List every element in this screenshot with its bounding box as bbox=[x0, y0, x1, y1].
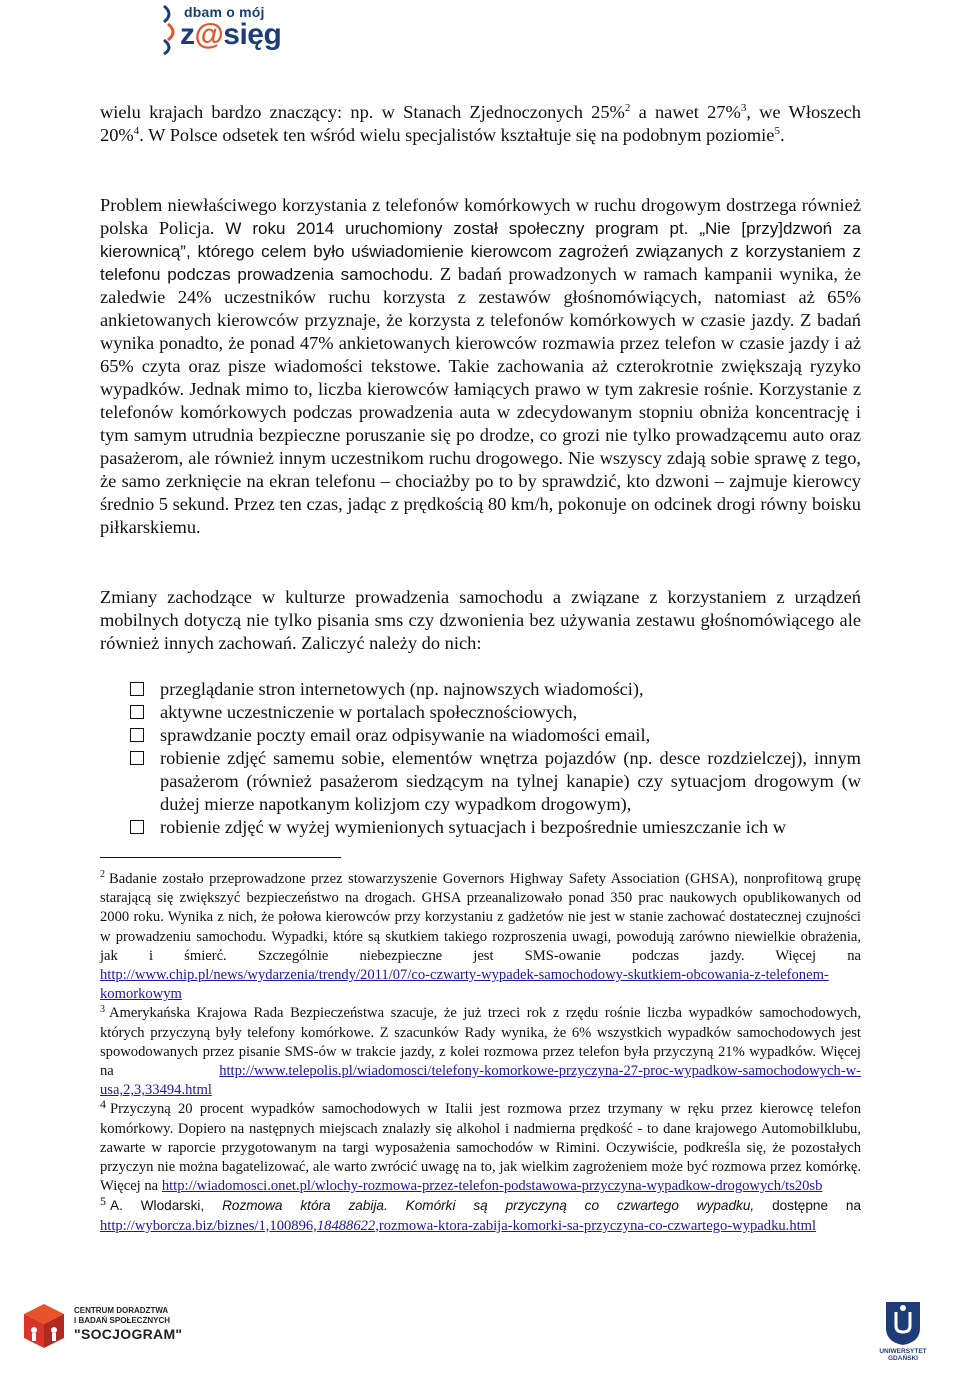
paragraph-2-lead: Problem niewłaściwego korzystania z telefonów komórkowych w ruchu drogowym dostrzega również polska Policja. bbox=[100, 195, 861, 238]
footnote-ref-3[interactable]: 3 bbox=[740, 101, 747, 114]
checkbox-square-icon bbox=[130, 728, 144, 742]
list-item: sprawdzanie poczty email oraz odpisywanie na wiadomości email, bbox=[100, 724, 861, 747]
paragraph-2 bbox=[100, 194, 861, 539]
checkbox-square-icon bbox=[130, 705, 144, 719]
footnote-ref-2[interactable]: 2 bbox=[624, 101, 631, 114]
footnote-3: $^3$ Amerykańska Krajowa Rada Bezpieczeństwa szacuje, że już trzeci rok z rzędu rośnie liczba wypadków samochodowych, których przyczyną były telefony komórkowe. Z szacunków Rady wynika, że 6% wszystkich wypadków samochodowych jest spowodowanych przez pisanie SMS-ów w trakcie jazdy, z kolei rozmowa przez telefon była przyczyną 21% wypadków. Więcej na http://www.telepolis.pl/wiadomosci/telefony-komorkowe-przyczyna-27-proc-wypadkow-samochodowych-w-usa,2,3,33494.html bbox=[100, 1003, 861, 1099]
university-crest-icon bbox=[882, 1298, 924, 1346]
footnote-4-link[interactable]: http://wiadomosci.onet.pl/wlochy-rozmowa-przez-telefon-podstawowa-przyczyna-wypadkow-drogowych/ts20sb bbox=[161, 1178, 823, 1195]
footnote-2-link[interactable]: http://www.chip.pl/news/wydarzenia/trendy/2011/07/co-czwarty-wypadek-samochodowy-skutkiem-obcowania-z-telefonem-komorkowym bbox=[100, 967, 829, 1003]
behaviour-list bbox=[100, 678, 861, 839]
checkbox-square-icon bbox=[130, 820, 144, 834]
footnote-ref-5[interactable]: 5 bbox=[774, 124, 780, 137]
paragraph-1: wielu krajach bardzo znaczący: np. w Stanach Zjednoczonych 25%$^2$ a nawet 27%$^3$, we Włoszech 20%$^4$. W Polsce odsetek ten wśród wielu specjalistów kształtuje się na podobnym poziomie$^5$. bbox=[100, 101, 861, 145]
footnotes bbox=[100, 870, 861, 1236]
logo-waves-icon bbox=[160, 0, 182, 56]
checkbox-square-icon bbox=[130, 751, 144, 765]
checkbox-square-icon bbox=[130, 682, 144, 696]
paragraph-2-body: Z badań prowadzonych w ramach kampanii wynika, że zaledwie 24% uczestników ruchu korzysta z zestawów głośnomówiących, natomiast aż 65% ankietowanych kierowców przyznaje, że korzysta z telefonów komórkowych w czasie jazdy. Z badań wynika ponadto, że ponad 47% ankietowanych kierowców rozmawia przez telefon w czasie jazdy i aż 65% czyta oraz pisze wiadomości tekstowe. Takie zachowania aż czterokrotnie zwiększają ryzyko wypadków. Jednak mimo to, liczba kierowców łamiących prawo w tym zakresie rośnie. Korzystanie z telefonów komórkowych podczas prowadzenia auta w zdecydowanym stopniu obniża koncentrację i tym samym utrudnia bezpieczne poruszanie się po drodze, co grozi nie tylko prowadzącemu auto oraz pasażerom, ale również innym uczestnikom ruchu drogowego. Nie wszyscy zdają sobie sprawę z tego, że samo zerknięcie na ekran telefonu – chociażby po to by sprawdzić, kto dzwoni – zajmuje kierowcy średnio 5 sekund. Przez ten czas, jadąc z prędkością 80 km/h, pokonuje on odcinek drogi równy boisku piłkarskiemu. bbox=[100, 264, 861, 537]
socjogram-cube-icon bbox=[22, 1302, 66, 1350]
paragraph-2-program: W roku 2014 uruchomiony został społeczny program pt. „Nie [przy]dzwoń za kierownicą”, którego celem było uświadomienie kierowcom zagrożeń związanych z korzystaniem z telefonu podczas prowadzenia samochodu. bbox=[100, 219, 861, 284]
footnote-separator bbox=[100, 857, 341, 858]
socjogram-logo: CENTRUM DORADZTWA I BADAŃ SPOŁECZNYCH "SOCJOGRAM" bbox=[22, 1300, 192, 1354]
logo-line2: z@sięg bbox=[180, 18, 282, 51]
university-of-gdansk-logo: UNIWERSYTET GDAŃSKI bbox=[866, 1296, 940, 1362]
list-item: robienie zdjęć w wyżej wymienionych sytuacjach i bezpośrednie umieszczanie ich w bbox=[100, 816, 861, 839]
footnote-3-link[interactable]: http://www.telepolis.pl/wiadomosci/telefony-komorkowe-przyczyna-27-proc-wypadkow-samochodowych-w-usa,2,3,33494.html bbox=[100, 1063, 861, 1099]
footnote-ref-4[interactable]: 4 bbox=[133, 124, 140, 137]
footnote-5: $^5$ A. Wlodarski, Rozmowa która zabija. Komórki są przyczyną co czwartego wypadku, dostępne na http://wyborcza.biz/biznes/1,100896,18488622,rozmowa-ktora-zabija-komorki-sa-przyczyna-co-czwartego-wypadku.html bbox=[100, 1193, 861, 1234]
footnote-2: $^2$ Badanie zostało przeprowadzone przez stowarzyszenie Governors Highway Safety Association (GHSA), nonprofitową grupę starającą się zwiększyć bezpieczeństwo na drogach. GHSA przeanalizowało ponad 350 prac naukowych opublikowanych od 2000 roku. Wynika z nich, że połowa kierowców przy korzystaniu z gadżetów nie jest w stanie zachować dostatecznej czujności w prowadzeniu samochodu. Wypadki, które są skutkiem takiego rozproszenia uwagi, powodują zarówno niewielkie obrażenia, jak i śmierć. Szczególnie niebezpieczne jest SMS-owanie podczas jazdy. Więcej na http://www.chip.pl/news/wydarzenia/trendy/2011/07/co-czwarty-wypadek-samochodowy-skutkiem-obcowania-z-telefonem-komorkowym bbox=[100, 869, 861, 1003]
footnote-5-link[interactable]: http://wyborcza.biz/biznes/1,100896,18488622,rozmowa-ktora-zabija-komorki-sa-przyczyna-co-czwartego-wypadku.html bbox=[100, 1217, 817, 1234]
footnote-4: $^4$ Przyczyną 20 procent wypadków samochodowych w Italii jest rozmowa przez trzymany w ręku przez kierowcę telefon komórkowy. Dopiero na następnych miejscach znalazły się alkohol i nadmierna prędkość - to dane krajowego Automobilklubu, zawarte w raporcie przygotowanym na targi wyposażenia samochodów w Rimini. Oczywiście, podkreśla się, że pozostałych przyczyn nie można bagatelizować, ale warto zwrócić uwagę na to, jak wielkim zagrożeniem może być rozmowa przez komórkę. Więcej na http://wiadomosci.onet.pl/wlochy-rozmowa-przez-telefon-podstawowa-przyczyna-wypadkow-drogowych/ts20sb bbox=[100, 1096, 861, 1195]
list-item: aktywne uczestniczenie w portalach społecznościowych, bbox=[100, 701, 861, 724]
logo-line1: dbam o mój bbox=[184, 4, 265, 20]
list-item: robienie zdjęć samemu sobie, elementów wnętrza pojazdów (np. desce rozdzielczej), innym pasażerom (również pasażerom siedzącym na tylnej kanapie) czy sytuacjom drogowym (w dużej mierze napotkanym kolizjom czy wypadkom drogowym), bbox=[100, 747, 861, 816]
list-item: przeglądanie stron internetowych (np. najnowszych wiadomości), bbox=[100, 678, 861, 701]
paragraph-3: Zmiany zachodzące w kulturze prowadzenia samochodu a związane z korzystaniem z urządzeń mobilnych dotyczą nie tylko pisania sms czy dzwonienia bez używania zestawu głośnomówiącego ale również innych zachowań. Zaliczyć należy do nich: bbox=[100, 587, 861, 653]
dbam-o-moj-zasieg-logo bbox=[160, 0, 280, 64]
